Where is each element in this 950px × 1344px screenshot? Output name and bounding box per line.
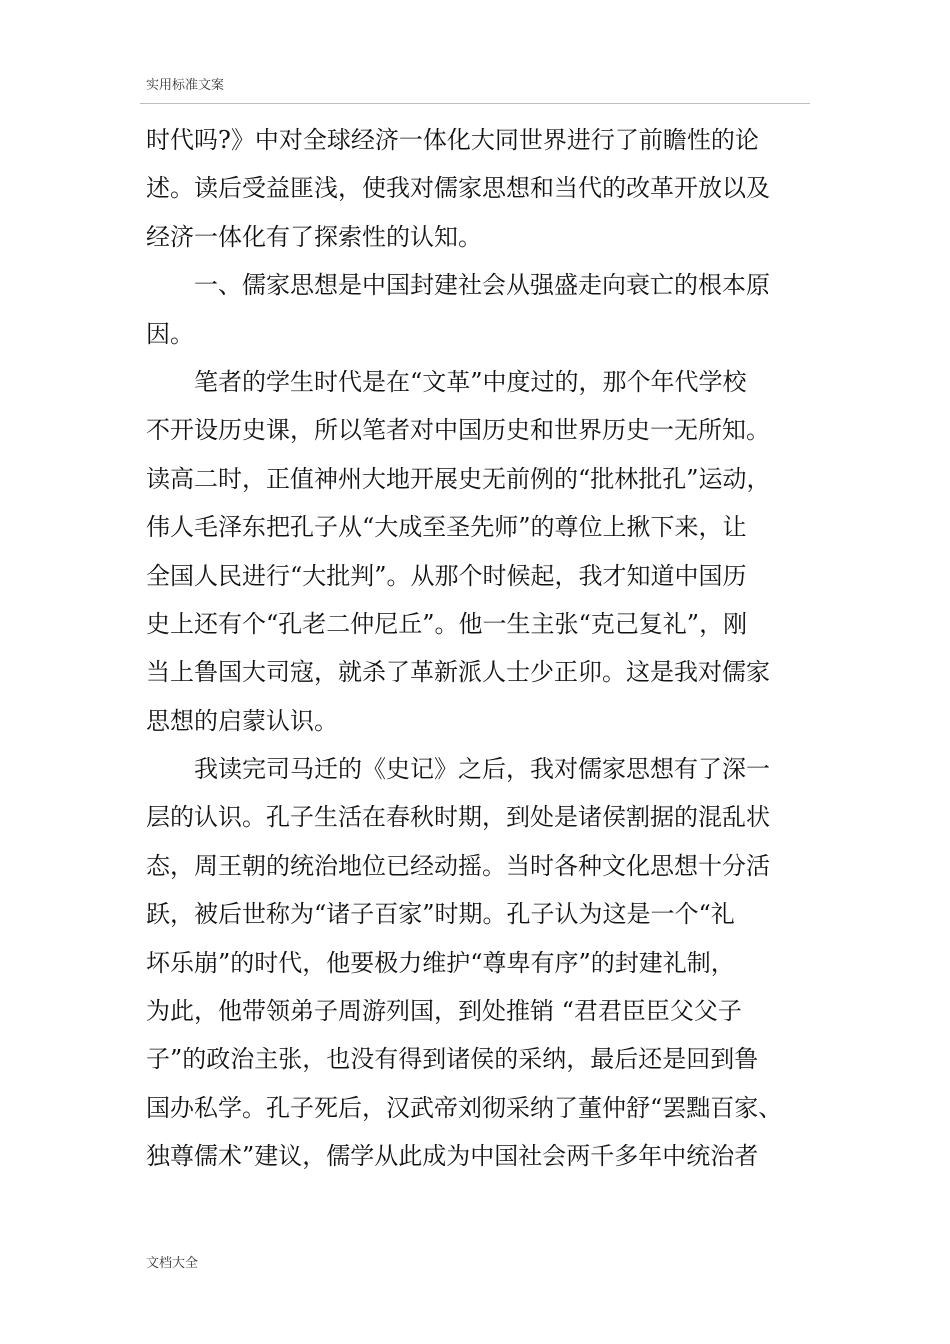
text-line: 坏乐崩”的时代，他要极力维护“尊卑有序”的封建礼制， <box>146 948 735 977</box>
text-line: 当上鲁国大司寇，就杀了革新派人士少正卯。这是我对儒家 <box>146 658 770 687</box>
text-line: 态，周王朝的统治地位已经动摇。当时各种文化思想十分活 <box>146 851 770 880</box>
text-line: 思想的启蒙认识。 <box>146 706 338 735</box>
section-heading-line: 一、儒家思想是中国封建社会从强盛走向衰亡的根本原 <box>194 271 770 300</box>
text-line: 不开设历史课，所以笔者对中国历史和世界历史一无所知。 <box>146 416 770 445</box>
text-line: 独尊儒术”建议，儒学从此成为中国社会两千多年中统治者 <box>146 1142 759 1171</box>
page-footer: 文档大全 <box>146 1256 199 1271</box>
text-line: 国办私学。孔子死后，汉武帝刘彻采纳了董仲舒“罢黜百家、 <box>146 1093 783 1122</box>
text-line: 经济一体化有了探索性的认知。 <box>146 222 482 251</box>
text-line: 层的认识。孔子生活在春秋时期，到处是诸侯割据的混乱状 <box>146 803 770 832</box>
text-line: 读高二时，正值神州大地开展史无前例的“批林批孔”运动， <box>146 464 771 493</box>
text-line: 跃，被后世称为“诸子百家”时期。孔子认为这是一个“礼 <box>146 900 735 929</box>
text-line: 笔者的学生时代是在“文革”中度过的，那个年代学校 <box>194 367 747 396</box>
page-header: 实用标准文案 <box>146 78 225 93</box>
text-line: 史上还有个“孔老二仲尼丘”。他一生主张“克己复礼”，刚 <box>146 609 748 638</box>
text-line: 全国人民进行“大批判”。从那个时候起，我才知道中国历 <box>146 561 747 590</box>
text-line: 我读完司马迁的《史记》之后，我对儒家思想有了深一 <box>194 755 770 784</box>
text-line: 述。读后受益匪浅，使我对儒家思想和当代的改革开放以及 <box>146 174 770 203</box>
header-rule <box>140 103 810 104</box>
body-text <box>146 116 826 1181</box>
text-line: 伟人毛泽东把孔子从“大成至圣先师”的尊位上揪下来，让 <box>146 513 747 542</box>
text-line: 子”的政治主张，也没有得到诸侯的采纳，最后还是回到鲁 <box>146 1045 759 1074</box>
text-line: 为此，他带领弟子周游列国，到处推销 “君君臣臣父父子 <box>146 997 742 1026</box>
section-heading-line: 因。 <box>146 319 194 348</box>
text-line: 时代吗?》中对全球经济一体化大同世界进行了前瞻性的论 <box>146 126 759 154</box>
